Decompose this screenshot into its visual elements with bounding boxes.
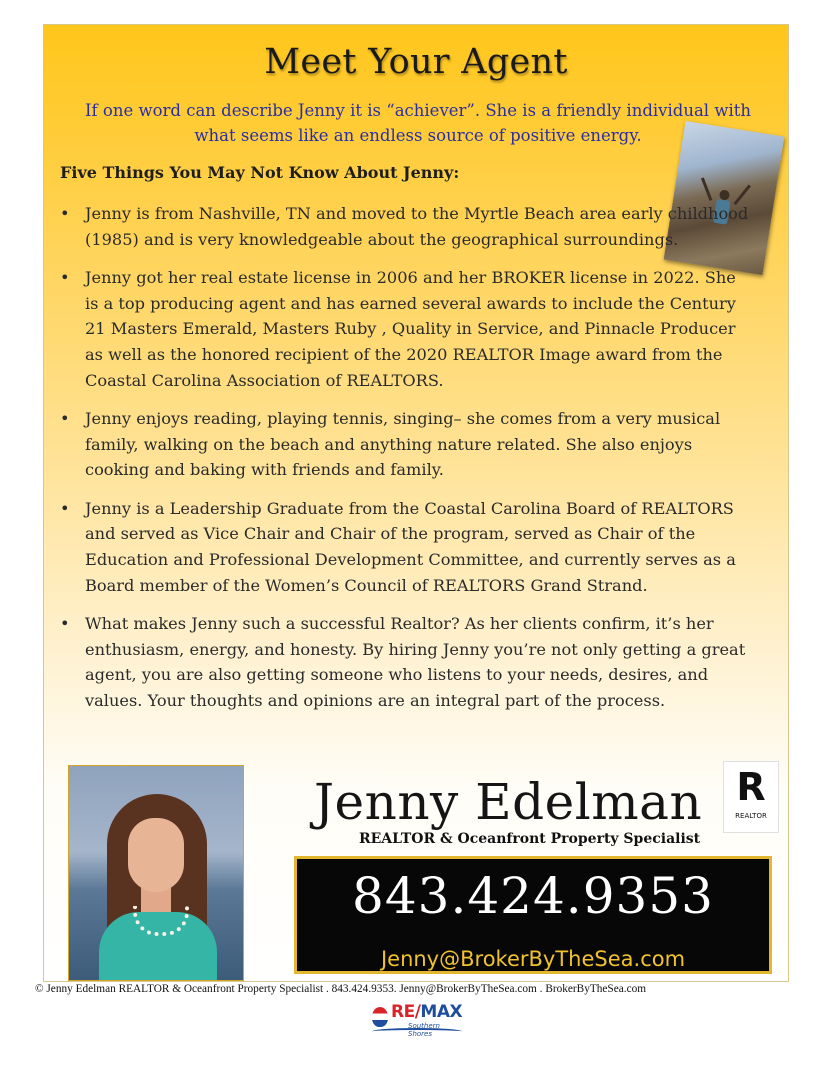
subheading: Five Things You May Not Know About Jenny: bbox=[60, 163, 460, 182]
list-item-text: What makes Jenny such a successful Realtor? As her clients confirm, it’s her enthusiasm, energy, and honesty. By hiring Jenny you’re not only getting a great agent, you are also getting someone who listens to your needs, desires, and values. Your thoughts and opinions are an integral part of the process. bbox=[85, 613, 746, 710]
list-item bbox=[60, 265, 750, 394]
flyer-title: Meet Your Agent bbox=[264, 42, 568, 82]
remax-logo bbox=[368, 1000, 466, 1036]
realtor-logo bbox=[723, 761, 779, 833]
remax-wordmark: RE/MAX bbox=[391, 1002, 463, 1022]
list-item bbox=[60, 496, 750, 599]
bullet-icon: • bbox=[60, 204, 70, 223]
list-item-text: Jenny got her real estate license in 2006 and her BROKER license in 2022. She is a top producing agent and has earned several awards to include the Century 21 Masters Emerald, Masters Ruby , Quality in Service, and Pinnacle Producer as well as the honored recipient of the 2020 REALTOR Image award from the Coastal Carolina Association of REALTORS. bbox=[85, 267, 736, 390]
bullet-icon: • bbox=[60, 498, 70, 518]
realtor-r-icon: R bbox=[736, 765, 766, 809]
footer-text: © Jenny Edelman REALTOR & Oceanfront Property Specialist . 843.424.9353. Jenny@BrokerByTheSea.com . BrokerByTheSea.com bbox=[35, 983, 647, 995]
list-item-text: Jenny enjoys reading, playing tennis, singing– she comes from a very musical family, walking on the beach and anything nature related. She also enjoys cooking and baking with friends and family. bbox=[85, 408, 721, 480]
list-item-text: Jenny is from Nashville, TN and moved to the Myrtle Beach area early childhood (1985) and is very knowledgeable about the geographical surroundings. bbox=[85, 204, 749, 249]
realtor-logo-text: REALTOR bbox=[735, 812, 767, 820]
phone-number[interactable]: 843.424.9353 bbox=[352, 867, 714, 925]
wave-icon bbox=[372, 1028, 462, 1035]
bullet-icon: • bbox=[60, 613, 70, 633]
list-item-text: Jenny is a Leadership Graduate from the Coastal Carolina Board of REALTORS and served as Vice Chair and Chair of the program, served as Chair of the Education and Professional Development Committee, and currently serves as a Board member of the Women’s Council of REALTORS Grand Strand. bbox=[85, 498, 736, 595]
facts-list bbox=[60, 201, 750, 726]
balloon-icon bbox=[372, 1007, 388, 1027]
email-address[interactable]: Jenny@BrokerByTheSea.com bbox=[380, 947, 686, 971]
agent-title: REALTOR & Oceanfront Property Specialist bbox=[359, 831, 701, 847]
agent-name: Jenny Edelman bbox=[314, 773, 703, 831]
list-item bbox=[60, 201, 750, 252]
list-item bbox=[60, 406, 750, 483]
contact-box bbox=[294, 856, 772, 974]
bullet-icon: • bbox=[60, 408, 70, 428]
agent-flyer bbox=[43, 24, 789, 982]
bullet-icon: • bbox=[60, 267, 70, 287]
remax-subtitle: Southern Shores bbox=[408, 1022, 440, 1038]
intro-paragraph: If one word can describe Jenny it is “achiever”. She is a friendly individual with what seems like an endless source of positive energy. bbox=[85, 101, 751, 145]
list-item bbox=[60, 611, 750, 714]
agent-portrait bbox=[68, 765, 244, 981]
